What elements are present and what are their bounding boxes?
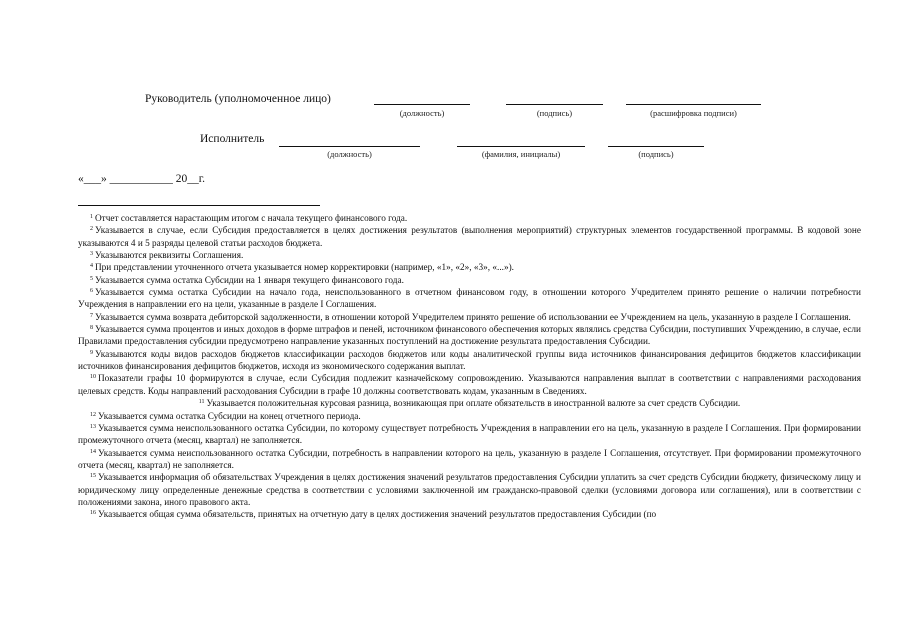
footnote-number: 13 (90, 423, 96, 430)
footnote-text: Указывается сумма возврата дебиторской задолженности, в отношении которой Учредителем принято решение об использовании ее Учреждением на цель, указанную в разделе I Соглашения. (95, 312, 851, 323)
footnote-number: 1 (90, 214, 93, 220)
footnote-text: Показатели графы 10 формируются в случае, если Субсидия подлежит казначейскому сопровождению. Указываются направления выплат в соответствии с направлениями расходования целевых средств. Коды направлений расходования Субсидии в графе 10 должны соответствовать кодам, указанным в Сведениях. (78, 374, 861, 397)
footnote-number: 7 (90, 312, 93, 319)
footnote-text: Указывается сумма неиспользованного остатка Субсидии, по которому существует потребность Учреждения в направлении его на цель, указанную в разделе I Соглашения. При формировании промежуточного отчета (месяц, квартал) не заполняется. (78, 423, 861, 447)
executor-signature-line (608, 146, 704, 147)
head-decoding-line (626, 104, 761, 105)
footnote-8 (78, 324, 861, 349)
head-decoding-caption: (расшифровка подписи) (650, 108, 737, 118)
footnote-number: 5 (90, 275, 93, 282)
footnote-number: 4 (90, 263, 93, 270)
footnote-text: Отчет составляется нарастающим итогом с начала текущего финансового года. (95, 214, 408, 224)
footnote-text: Указывается сумма процентов и иных доходов в форме штрафов и пеней, источником финансового обеспечения которых являлись средства Субсидии, поступивших Учреждению, в случае, если Правилами предоставления субсидии предусмотрено направление указанных поступлений на достижение результата предоставления Субсидии. (78, 325, 861, 348)
footnote-16 (78, 509, 861, 521)
footnote-number: 9 (90, 349, 93, 356)
footnote-10 (78, 373, 861, 398)
footnote-number: 14 (90, 448, 96, 455)
date-line: «___» ___________ 20__г. (78, 173, 206, 185)
footnote-text: Указывается общая сумма обязательств, принятых на отчетную дату в целях достижения значений результатов предоставления Субсидии (по (98, 510, 657, 521)
footnote-14 (78, 448, 861, 473)
footnote-text: Указывается сумма неиспользованного остатка Субсидии, потребность в направлении которого на цель, указанную в разделе I Соглашения, отсутствует. При формировании промежуточного отчета (месяц, квартал) не заполняется. (78, 448, 861, 471)
head-signature-label: Руководитель (уполномоченное лицо) (145, 93, 331, 105)
footnote-text: Указывается сумма остатка Субсидии на конец отчетного периода. (98, 411, 361, 422)
footnote-text: Указывается информация об обязательствах Учреждения в целях достижения значений результатов предоставления Субсидии уплатить за счет средств Субсидии бюджету, физическому лицу и юридическому лицу определенные денежные средства в соответствии с условиями заключенной им гражданско-правовой сделки (условиями договора или соглашения), или в соответствии с положениями закона, иного правового акта. (78, 473, 861, 508)
footnote-4 (78, 262, 861, 274)
head-position-line (374, 104, 470, 105)
footnote-2 (78, 225, 861, 250)
footnote-number: 8 (90, 325, 93, 332)
footnote-text: Указывается положительная курсовая разница, возникающая при оплате обязательств в иностранной валюте за счет средств Субсидии. (206, 399, 741, 410)
executor-name-caption: (фамилия, инициалы) (481, 149, 561, 159)
footnote-15 (78, 472, 861, 509)
footnote-number: 10 (90, 374, 96, 381)
footnote-text: Указывается сумма остатка Субсидии на 1 января текущего финансового года. (95, 275, 404, 286)
footnote-number: 16 (90, 510, 96, 517)
executor-name-line (457, 146, 585, 147)
footnote-text: Указывается сумма остатка Субсидии на начало года, неиспользованного в отчетном финансовом году, в отношении которого Учредителем принято решение о наличии потребности Учреждения в направлении его на цели, указанные в разделе I Соглашения. (78, 288, 861, 311)
footnote-text: Указываются коды видов расходов бюджетов классификации расходов бюджетов или коды аналитической группы вида источников финансирования дефицитов бюджетов классификации источников финансирования дефицитов бюджетов, исходя из экономического содержания выплат. (78, 349, 861, 373)
footnote-5 (78, 275, 861, 287)
footnote-9 (78, 349, 861, 374)
footnote-number: 3 (90, 251, 93, 258)
footnote-text: Указываются реквизиты Соглашения. (95, 251, 244, 262)
footnote-11 (78, 398, 861, 410)
footnote-text: Указывается в случае, если Субсидия предоставляется в целях достижения результатов (выполнения мероприятий) структурных элементов государственной программы. В кодовой зоне указываются 4 и 5 разряды целевой статьи расходов бюджета. (78, 226, 861, 249)
footnote-number: 2 (90, 226, 93, 233)
executor-position-caption: (должность) (327, 149, 372, 159)
executor-signature-caption: (подпись) (638, 149, 674, 159)
footnote-number: 12 (90, 411, 96, 418)
footnote-7 (78, 312, 861, 324)
footnote-number: 15 (90, 473, 96, 480)
footnote-1 (78, 213, 861, 225)
footnote-13 (78, 423, 861, 448)
executor-position-line (279, 146, 420, 147)
head-position-caption: (должность) (399, 108, 445, 118)
footnote-separator (78, 205, 320, 206)
head-signature-line (506, 104, 603, 105)
footnote-6 (78, 287, 861, 312)
head-signature-caption: (подпись) (536, 108, 573, 118)
footnotes-list (78, 213, 861, 522)
footnote-12 (78, 411, 861, 423)
footnote-number: 11 (198, 399, 205, 406)
footnote-text: При представлении уточненного отчета указывается номер корректировки (например, «1», «2», «3», «...»). (95, 263, 514, 274)
executor-label: Исполнитель (200, 133, 265, 145)
footnote-number: 6 (90, 288, 93, 295)
footnote-3 (78, 250, 861, 262)
